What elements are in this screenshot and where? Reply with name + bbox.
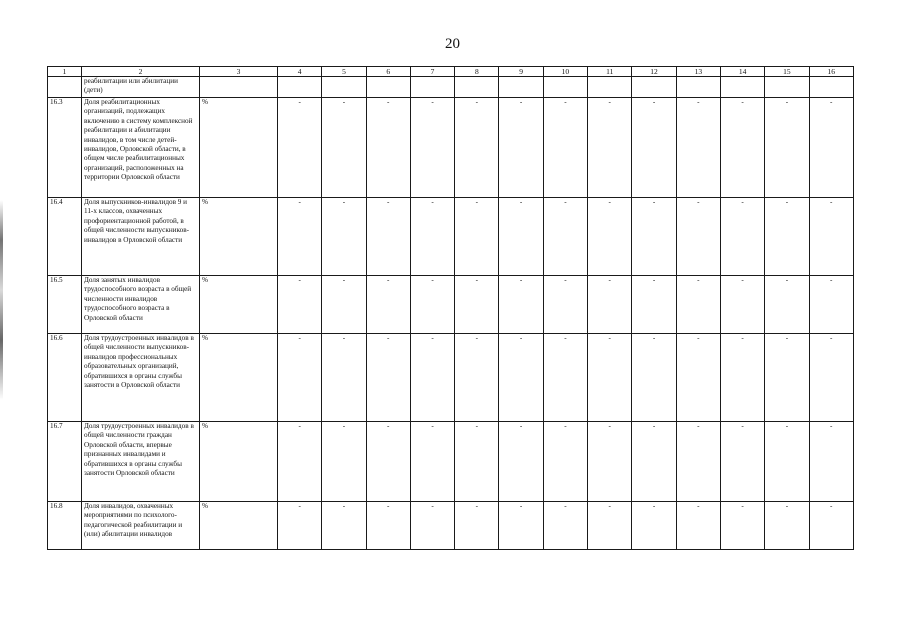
cell-value [322, 77, 366, 98]
cell-value: - [809, 334, 853, 422]
cell-value: - [765, 98, 809, 198]
table-row [48, 502, 854, 550]
cell-value: - [543, 502, 587, 550]
cell-value: - [455, 98, 499, 198]
cell-value: - [765, 198, 809, 276]
table-row [48, 422, 854, 502]
cell-value: - [410, 276, 454, 334]
column-header: 7 [410, 67, 454, 77]
cell-value [543, 77, 587, 98]
cell-value: - [676, 422, 720, 502]
cell-value: - [588, 334, 632, 422]
cell-value: - [588, 98, 632, 198]
cell-name: реабилитации или абилитации (дети) [82, 77, 200, 98]
cell-value [278, 77, 322, 98]
cell-value [809, 77, 853, 98]
cell-value: - [499, 422, 543, 502]
cell-value: - [410, 98, 454, 198]
cell-value: - [455, 334, 499, 422]
cell-value: - [632, 98, 676, 198]
cell-value: - [322, 98, 366, 198]
cell-value: - [543, 422, 587, 502]
column-header: 3 [200, 67, 278, 77]
cell-value: - [632, 334, 676, 422]
cell-value: - [278, 334, 322, 422]
cell-value: - [632, 198, 676, 276]
table-row-continuation [48, 77, 854, 98]
cell-value: - [278, 276, 322, 334]
cell-value: - [322, 198, 366, 276]
cell-value: - [588, 276, 632, 334]
cell-value: - [588, 198, 632, 276]
cell-value: - [322, 276, 366, 334]
cell-value [632, 77, 676, 98]
column-header: 14 [720, 67, 764, 77]
cell-value: - [676, 502, 720, 550]
page-number: 20 [445, 36, 460, 52]
column-header: 9 [499, 67, 543, 77]
cell-value: - [366, 334, 410, 422]
column-header: 15 [765, 67, 809, 77]
cell-value: - [366, 422, 410, 502]
cell-value: - [588, 502, 632, 550]
cell-value: - [278, 502, 322, 550]
cell-value: - [720, 276, 764, 334]
cell-value: - [543, 334, 587, 422]
cell-value [410, 77, 454, 98]
column-header: 1 [48, 67, 82, 77]
cell-value [366, 77, 410, 98]
cell-value: - [720, 422, 764, 502]
cell-value: - [322, 422, 366, 502]
cell-value: - [765, 276, 809, 334]
column-header: 6 [366, 67, 410, 77]
cell-value: - [543, 276, 587, 334]
cell-num: 16.7 [48, 422, 82, 502]
cell-value: - [720, 334, 764, 422]
cell-value: - [765, 502, 809, 550]
cell-num: 16.4 [48, 198, 82, 276]
cell-value: - [499, 334, 543, 422]
cell-name: Доля трудоустроенных инвалидов в общей численности граждан Орловской области, впервые признанных инвалидами и обратившихся в органы службы занятости Орловской области [82, 422, 200, 502]
table-body [48, 67, 854, 550]
cell-unit: % [200, 422, 278, 502]
cell-value: - [366, 198, 410, 276]
cell-unit: % [200, 334, 278, 422]
cell-value: - [278, 198, 322, 276]
table-row [48, 98, 854, 198]
cell-value: - [410, 334, 454, 422]
cell-value: - [278, 98, 322, 198]
column-header: 5 [322, 67, 366, 77]
cell-value: - [410, 422, 454, 502]
cell-value: - [588, 422, 632, 502]
cell-value: - [676, 334, 720, 422]
cell-value: - [410, 502, 454, 550]
cell-value: - [543, 198, 587, 276]
cell-value: - [720, 198, 764, 276]
cell-value: - [676, 98, 720, 198]
cell-value [720, 77, 764, 98]
table-row [48, 276, 854, 334]
column-header: 8 [455, 67, 499, 77]
cell-name: Доля занятых инвалидов трудоспособного возраста в общей численности инвалидов трудоспособного возраста в Орловской области [82, 276, 200, 334]
cell-value: - [499, 276, 543, 334]
cell-value: - [366, 98, 410, 198]
cell-value: - [322, 334, 366, 422]
cell-value [499, 77, 543, 98]
cell-value [765, 77, 809, 98]
cell-value: - [366, 502, 410, 550]
cell-value: - [809, 198, 853, 276]
column-header: 12 [632, 67, 676, 77]
cell-value [588, 77, 632, 98]
indicators-table [47, 66, 854, 550]
cell-value: - [809, 276, 853, 334]
cell-value [455, 77, 499, 98]
cell-value: - [765, 334, 809, 422]
cell-num: 16.8 [48, 502, 82, 550]
cell-value: - [720, 502, 764, 550]
table-row [48, 198, 854, 276]
table-header-row [48, 67, 854, 77]
cell-value: - [455, 276, 499, 334]
cell-value: - [676, 198, 720, 276]
cell-value: - [809, 98, 853, 198]
cell-value: - [455, 422, 499, 502]
cell-value: - [632, 422, 676, 502]
cell-value: - [499, 198, 543, 276]
cell-name: Доля трудоустроенных инвалидов в общей численности выпускников-инвалидов профессиональных образовательных организаций, обратившихся в органы службы занятости в Орловской области [82, 334, 200, 422]
cell-value: - [632, 502, 676, 550]
cell-value: - [410, 198, 454, 276]
table-row [48, 334, 854, 422]
cell-num: 16.3 [48, 98, 82, 198]
cell-value: - [278, 422, 322, 502]
scan-edge-shadow [0, 200, 3, 400]
column-header: 13 [676, 67, 720, 77]
cell-value: - [543, 98, 587, 198]
cell-unit [200, 77, 278, 98]
cell-name: Доля инвалидов, охваченных мероприятиями по психолого-педагогической реабилитации и (или) абилитации инвалидов [82, 502, 200, 550]
cell-name: Доля выпускников-инвалидов 9 и 11-х классов, охваченных профориентационной работой, в общей численности выпускников-инвалидов в Орловской области [82, 198, 200, 276]
cell-value: - [809, 422, 853, 502]
cell-value: - [676, 276, 720, 334]
cell-value: - [366, 276, 410, 334]
cell-num: 16.6 [48, 334, 82, 422]
column-header: 11 [588, 67, 632, 77]
cell-name: Доля реабилитационных организаций, подлежащих включению в систему комплексной реабилитации и абилитации инвалидов, в том числе детей-инвалидов, Орловской области, в общем числе реабилитационных организаций, расположенных на территории Орловской области [82, 98, 200, 198]
cell-value: - [765, 422, 809, 502]
cell-value: - [455, 502, 499, 550]
cell-value: - [720, 98, 764, 198]
cell-value: - [632, 276, 676, 334]
cell-num [48, 77, 82, 98]
cell-value: - [499, 98, 543, 198]
cell-value: - [322, 502, 366, 550]
cell-unit: % [200, 198, 278, 276]
cell-value [676, 77, 720, 98]
cell-value: - [455, 198, 499, 276]
cell-unit: % [200, 98, 278, 198]
column-header: 4 [278, 67, 322, 77]
cell-unit: % [200, 276, 278, 334]
cell-value: - [499, 502, 543, 550]
column-header: 16 [809, 67, 853, 77]
cell-num: 16.5 [48, 276, 82, 334]
cell-value: - [809, 502, 853, 550]
cell-unit: % [200, 502, 278, 550]
column-header: 10 [543, 67, 587, 77]
column-header: 2 [82, 67, 200, 77]
